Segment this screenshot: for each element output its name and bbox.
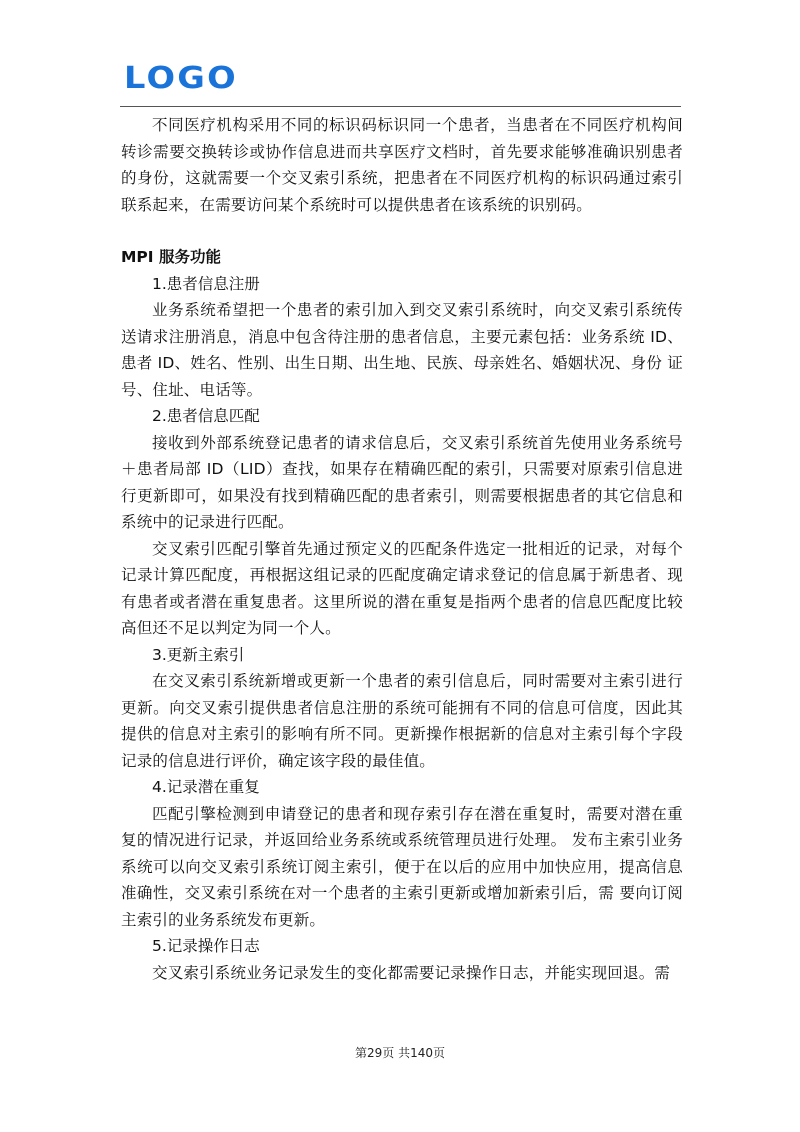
intro-paragraph: 不同医疗机构采用不同的标识码标识同一个患者，当患者在不同医疗机构间转诊需要交换转诊或协作信息进而共享医疗文档时，首先要求能够准确识别患者的身份，这就需要一个交叉索引系统，把患者在不同医疗机构的标识码通过索引联系起来，在需要访问某个系统时可以提供患者在该系统的识别码。	[121, 116, 683, 214]
item-title-1: 1.患者信息注册	[152, 274, 260, 293]
logo: LOGO	[124, 61, 238, 96]
item-paragraph: 匹配引擎检测到申请登记的患者和现存索引存在潜在重复时，需要对潜在重复的情况进行记录，并返回给业务系统或系统管理员进行处理。 发布主索引业务系统可以向交叉索引系统订阅主索引，便于在以后的应用中加快应用，提高信息准确性，交叉索引系统在对一个患者的主索引更新或增加新索引后，需 要向订阅主索引的业务系统发布更新。	[121, 804, 683, 929]
item-title-2: 2.患者信息匹配	[152, 407, 260, 425]
item-title-5: 5.记录操作日志	[152, 937, 260, 955]
header-divider	[120, 106, 681, 107]
item-title-3: 3.更新主索引	[152, 645, 245, 664]
item-paragraph: 业务系统希望把一个患者的索引加入到交叉索引系统时，向交叉索引系统传送请求注册消息，消息中包含待注册的患者信息，主要元素包括：业务系统 ID、患者 ID、姓名、性别、出生日期、出生地、民族、母亲姓名、婚姻状况、身份 证号、住址、电话等。	[121, 301, 683, 399]
page-number: 第29页 共140页	[355, 1046, 445, 1060]
item-title-4: 4.记录潜在重复	[152, 778, 260, 796]
item-paragraph: 交叉索引系统业务记录发生的变化都需要记录操作日志，并能实现回退。需	[152, 963, 671, 982]
item-paragraph: 交叉索引匹配引擎首先通过预定义的匹配条件选定一批相近的记录，对每个记录计算匹配度，再根据这组记录的匹配度确定请求登记的信息属于新患者、现有患者或者潜在重复患者。这里所说的潜在重复是指两个患者的信息匹配度比较高但还不足以判定为同一个人。	[121, 539, 683, 637]
section-heading: MPI 服务功能	[121, 248, 221, 266]
item-paragraph: 接收到外部系统登记患者的请求信息后，交叉索引系统首先使用业务系统号＋患者局部 ID（LID）查找，如果存在精确匹配的索引，只需要对原索引信息进 行更新即可，如果没有找到精确匹配的患者索引，则需要根据患者的其它信息和系统中的记录进行匹配。	[121, 433, 683, 531]
item-paragraph: 在交叉索引系统新增或更新一个患者的索引信息后，同时需要对主索引进行更新。向交叉索引提供患者信息注册的系统可能拥有不同的信息可信度，因此其提供的信息对主索引的影响有所不同。更新操作根据新的信息对主索引每个字段记录的信息进行评价，确定该字段的最佳值。	[121, 672, 683, 770]
document-body	[121, 112, 683, 986]
